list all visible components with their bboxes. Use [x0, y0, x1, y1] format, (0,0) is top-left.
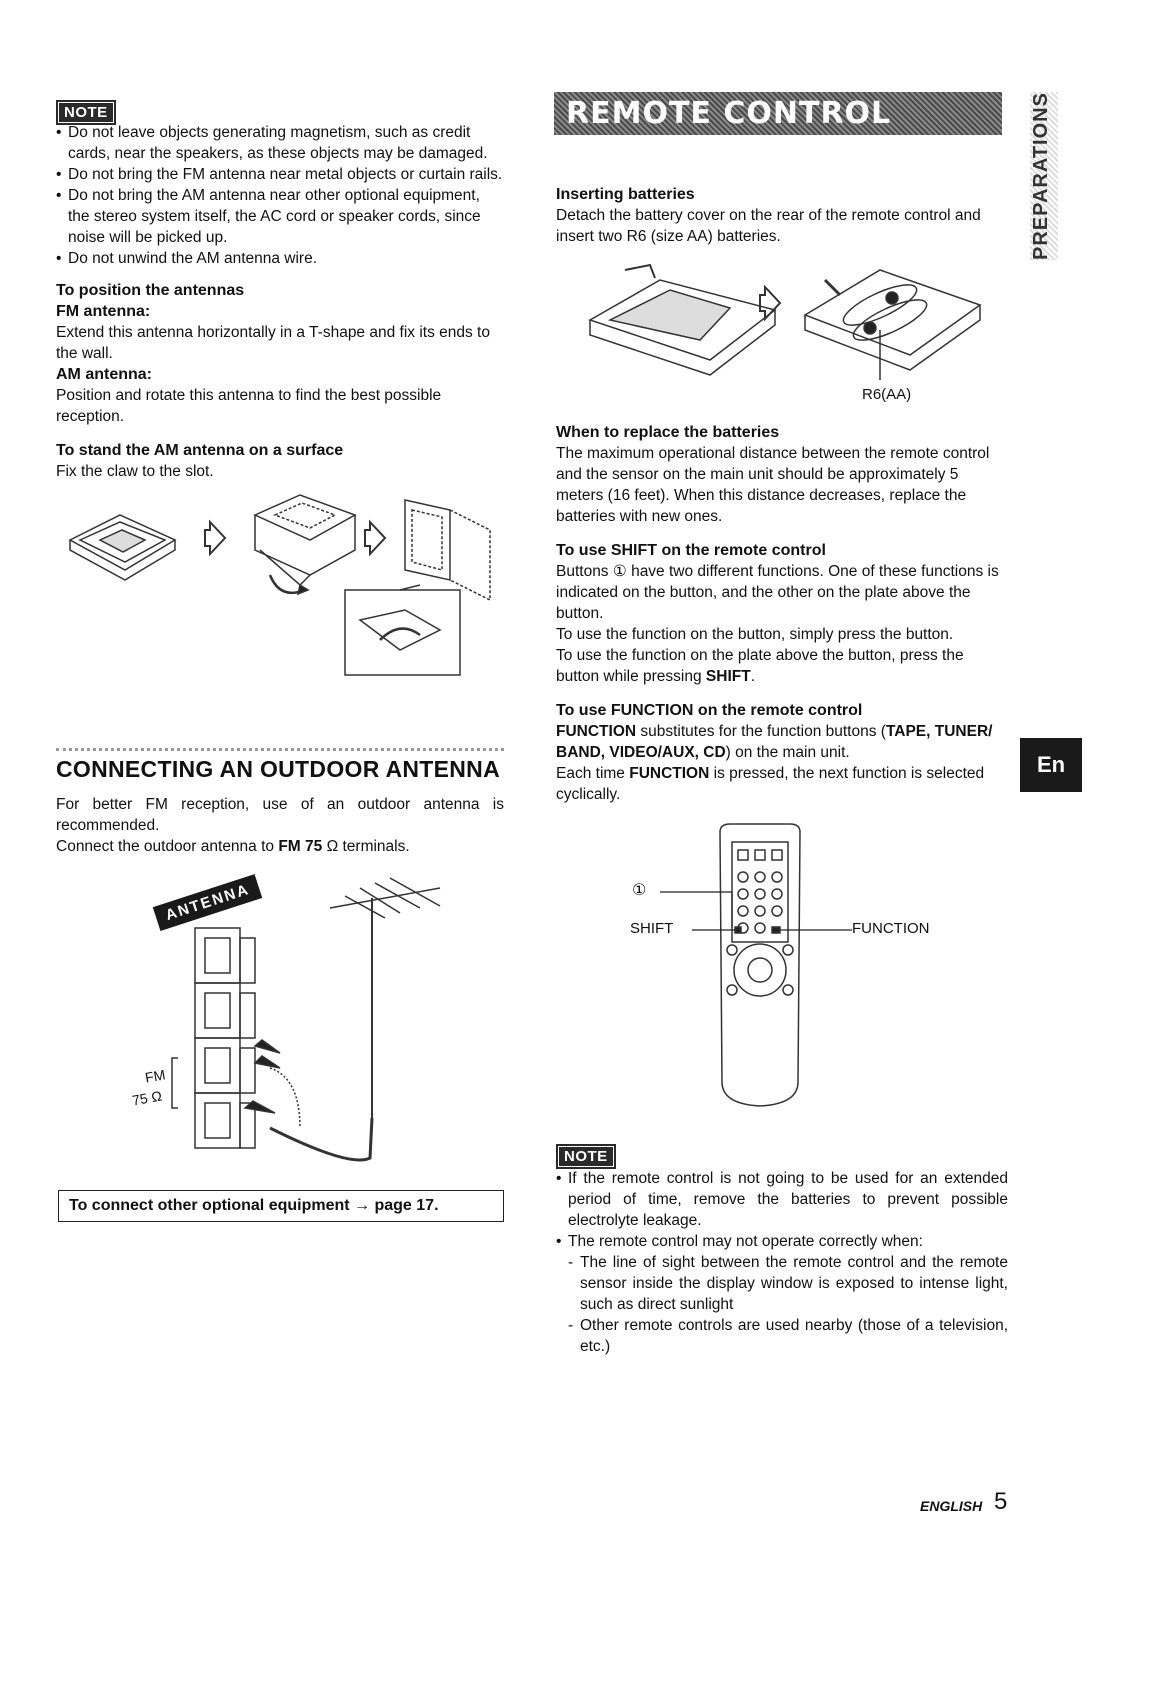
footer-language: ENGLISH — [920, 1498, 983, 1514]
preparations-side-tab: PREPARATIONS — [1030, 92, 1058, 260]
battery-label: R6(AA) — [862, 386, 912, 403]
note-subitem: - Other remote controls are used nearby (those of a television, etc.) — [568, 1315, 1008, 1357]
note-item: • Do not bring the AM antenna near other optional equipment, the stereo system itself, the AC cord or speaker cords, since noise will be picked up. — [56, 185, 504, 248]
outdoor-antenna-illustration — [130, 868, 510, 1178]
callout-button-1: ① — [632, 882, 647, 899]
shift-heading: To use SHIFT on the remote control — [556, 542, 826, 559]
position-antennas-section — [56, 280, 504, 427]
inserting-section — [556, 184, 1006, 247]
page-number: 5 — [994, 1488, 1008, 1515]
shift-text-3: To use the function on the plate above the button, press the button while pressing SHIFT. — [556, 647, 964, 685]
note-sublist — [568, 1252, 1008, 1357]
note-item: • Do not bring the FM antenna near metal objects or curtain rails. — [56, 164, 504, 185]
callout-shift: SHIFT — [630, 920, 674, 937]
note-list-left — [56, 122, 504, 269]
am-heading: AM antenna: — [56, 366, 152, 383]
note-badge-right: NOTE — [556, 1144, 616, 1169]
stand-am-section — [56, 440, 504, 482]
shift-section — [556, 540, 1006, 687]
fm-text: Extend this antenna horizontally in a T-shape and fix its ends to the wall. — [56, 324, 490, 362]
function-section — [556, 700, 1006, 805]
function-text-2: Each time FUNCTION is pressed, the next function is selected cyclically. — [556, 765, 985, 803]
stand-heading: To stand the AM antenna on a surface — [56, 442, 344, 459]
note-item: • If the remote control is not going to be used for an extended period of time, remove the batteries to prevent possible electrolyte leakage. — [556, 1168, 1008, 1231]
outdoor-section — [56, 794, 504, 857]
replace-text: The maximum operational distance between the remote control and the sensor on the main unit should be approximately 5 meters (16 feet). When this distance decreases, replace the batteries with new ones. — [556, 445, 990, 525]
replace-section — [556, 422, 1006, 527]
note-item: • The remote control may not operate correctly when: - The line of sight between the remote control and the remote sensor inside the display window is exposed to intense light, such as direct sunlight - Other remote controls are used nearby (those of a television, etc.) — [556, 1231, 1008, 1357]
position-heading: To position the antennas — [56, 282, 245, 299]
language-tab: En — [1020, 738, 1082, 792]
note-item: • Do not leave objects generating magnetism, such as credit cards, near the speakers, as these objects may be damaged. — [56, 122, 504, 164]
note-badge-left: NOTE — [56, 100, 116, 125]
inserting-text: Detach the battery cover on the rear of the remote control and insert two R6 (size AA) batteries. — [556, 207, 981, 245]
shift-text-1: Buttons ① have two different functions. One of these functions is indicated on the button, and the other on the plate above the button. — [556, 563, 999, 622]
note-list-right — [556, 1168, 1008, 1357]
fm-terminal-label: FM — [143, 1066, 167, 1086]
inserting-heading: Inserting batteries — [556, 186, 695, 203]
antenna-label: ANTENNA — [153, 874, 263, 931]
function-heading: To use FUNCTION on the remote control — [556, 702, 863, 719]
am-text: Position and rotate this antenna to find the best possible reception. — [56, 387, 442, 425]
outdoor-text-2: Connect the outdoor antenna to FM 75 Ω terminals. — [56, 838, 410, 855]
battery-illustration — [580, 250, 1000, 380]
remote-illustration — [710, 822, 810, 1112]
callout-function: FUNCTION — [852, 920, 930, 937]
section-divider — [56, 748, 504, 751]
note-item: • Do not unwind the AM antenna wire. — [56, 248, 504, 269]
fm-heading: FM antenna: — [56, 303, 151, 320]
am-antenna-illustration — [60, 490, 510, 690]
ohm-label: 75 Ω — [130, 1087, 164, 1109]
outdoor-heading: CONNECTING AN OUTDOOR ANTENNA — [56, 756, 500, 782]
remote-control-banner: REMOTE CONTROL — [554, 92, 1002, 135]
function-text-1: FUNCTION substitutes for the function buttons (TAPE, TUNER/ BAND, VIDEO/AUX, CD) on the main unit. — [556, 723, 993, 761]
outdoor-text-1: For better FM reception, use of an outdoor antenna is recommended. — [56, 796, 504, 834]
note-subitem: - The line of sight between the remote control and the remote sensor inside the display window is exposed to intense light, such as direct sunlight — [568, 1252, 1008, 1315]
stand-text: Fix the claw to the slot. — [56, 463, 214, 480]
optional-equipment-reference: To connect other optional equipment → page 17. — [58, 1190, 504, 1222]
replace-heading: When to replace the batteries — [556, 424, 780, 441]
shift-text-2: To use the function on the button, simply press the button. — [556, 626, 954, 643]
